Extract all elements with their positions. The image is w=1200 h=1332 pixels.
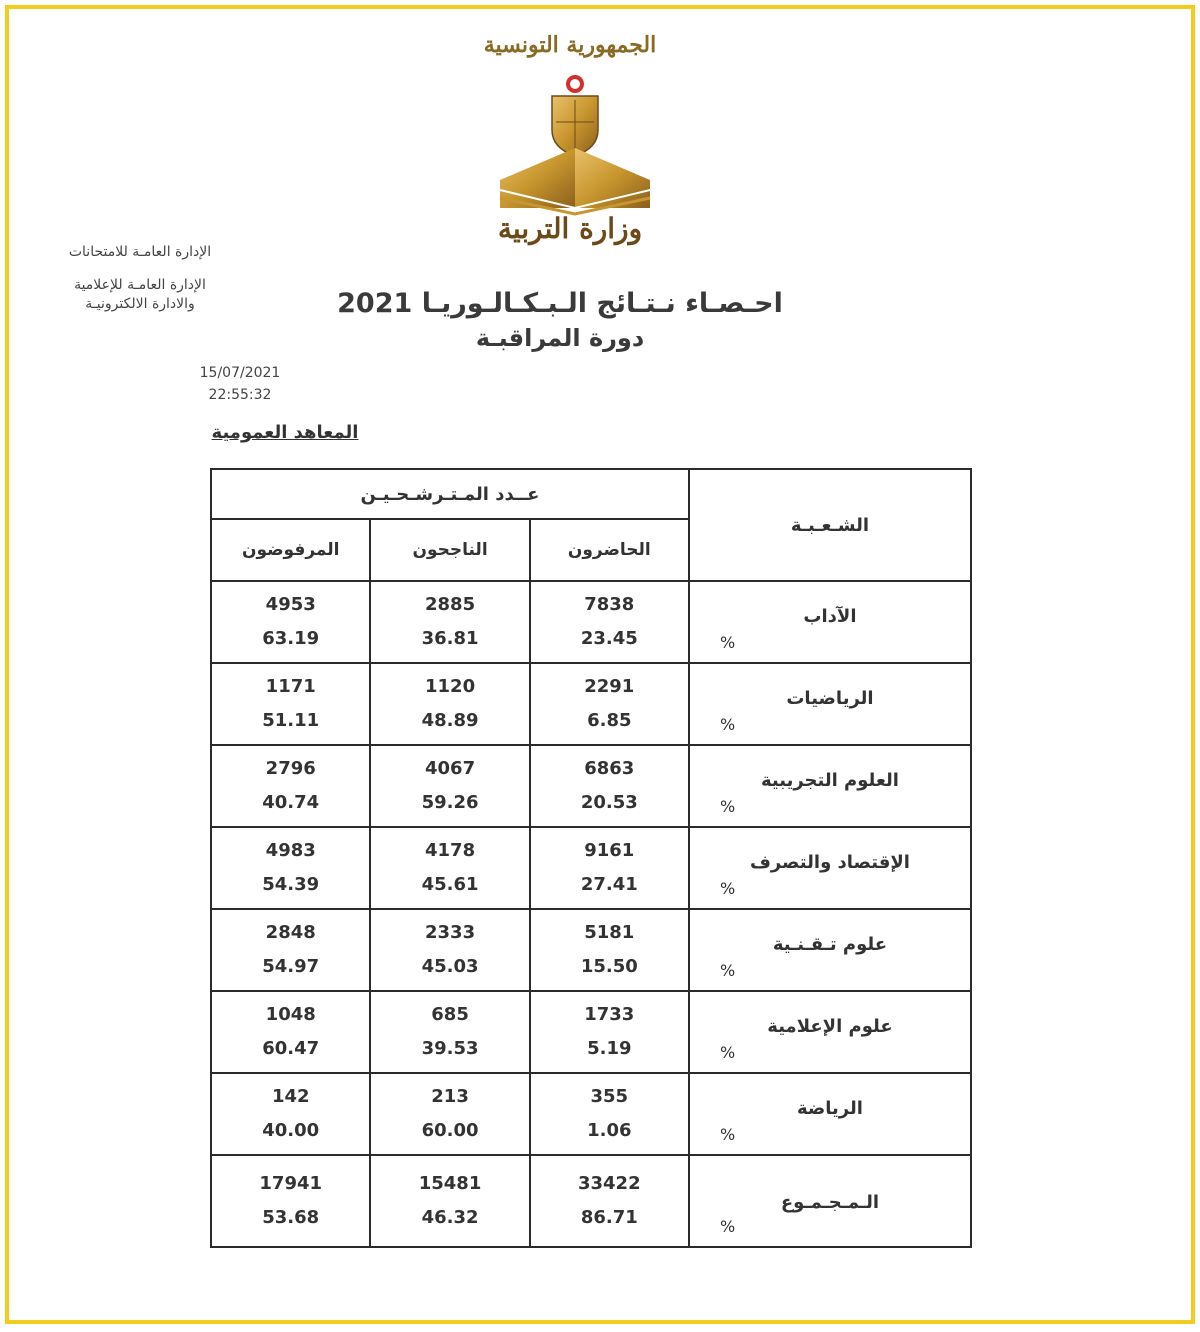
time-text: 22:55:32 (208, 387, 272, 403)
passed-percent: 36.81 (421, 628, 479, 649)
specialty-cell (689, 991, 971, 1073)
total-present-percent: 86.71 (580, 1207, 638, 1228)
total-passed-count: 15481 (418, 1173, 482, 1194)
specialty-cell (689, 663, 971, 745)
table-row (211, 1073, 971, 1155)
percent-symbol: % (719, 1217, 736, 1236)
percent-symbol: % (719, 1043, 736, 1062)
page-subtitle: دورة المراقبـة (475, 324, 645, 352)
total-label: الـمـجـمـوع (780, 1192, 880, 1213)
table-row (211, 581, 971, 663)
present-count: 5181 (584, 922, 635, 943)
specialty-name: الإقتصاد والتصرف (749, 852, 910, 873)
rejected-count: 4983 (265, 840, 316, 861)
present-percent: 5.19 (587, 1038, 632, 1059)
present-count: 2291 (584, 676, 635, 697)
total-rejected-cell (211, 1155, 370, 1247)
present-cell (530, 581, 689, 663)
directorate-exams: الإدارة العامـة للامتحانات (68, 244, 212, 260)
directorate-info (60, 276, 220, 314)
rejected-cell (211, 581, 370, 663)
passed-cell (370, 581, 529, 663)
passed-count: 2885 (425, 594, 476, 615)
header-candidates: عــدد المـتـرشـحـيـن (211, 469, 689, 519)
passed-count: 2333 (425, 922, 476, 943)
percent-symbol: % (719, 879, 736, 898)
directorate-info-line2: والادارة الالكترونيـة (85, 296, 195, 312)
page-title: احـصـاء نـتـائج الـبـكـالـوريـا 2021 (337, 288, 783, 319)
rejected-percent: 40.74 (262, 792, 320, 813)
ministry-heading: وزارة التربية (497, 212, 643, 245)
rejected-count: 142 (271, 1086, 310, 1107)
rejected-count: 2796 (265, 758, 316, 779)
present-cell (530, 827, 689, 909)
passed-percent: 45.61 (421, 874, 479, 895)
present-percent: 20.53 (580, 792, 638, 813)
header-row-top (211, 469, 971, 519)
present-cell (530, 745, 689, 827)
percent-symbol: % (719, 715, 736, 734)
total-present-cell (530, 1155, 689, 1247)
specialty-name: علوم تـقـنـية (772, 934, 888, 955)
table-row (211, 663, 971, 745)
passed-percent: 59.26 (421, 792, 479, 813)
table-row (211, 991, 971, 1073)
percent-symbol: % (719, 1125, 736, 1144)
rejected-percent: 60.47 (262, 1038, 320, 1059)
rejected-count: 1048 (265, 1004, 316, 1025)
specialty-cell (689, 581, 971, 663)
passed-cell (370, 745, 529, 827)
total-passed-cell (370, 1155, 529, 1247)
header-rejected: المرفوضون (211, 519, 370, 581)
total-rejected-count: 17941 (259, 1173, 323, 1194)
rejected-percent: 51.11 (262, 710, 320, 731)
date-text: 15/07/2021 (199, 365, 281, 381)
passed-count: 4178 (425, 840, 476, 861)
results-table (210, 468, 972, 1248)
specialty-cell (689, 909, 971, 991)
present-cell (530, 991, 689, 1073)
passed-cell (370, 909, 529, 991)
specialty-name: الرياضة (796, 1098, 863, 1119)
passed-count: 685 (431, 1004, 469, 1025)
specialty-cell (689, 827, 971, 909)
rejected-cell (211, 909, 370, 991)
rejected-percent: 63.19 (262, 628, 320, 649)
rejected-count: 2848 (265, 922, 316, 943)
passed-cell (370, 991, 529, 1073)
rejected-percent: 54.97 (262, 956, 320, 977)
total-present-count: 33422 (577, 1173, 641, 1194)
passed-percent: 48.89 (421, 710, 479, 731)
rejected-cell (211, 827, 370, 909)
passed-count: 213 (431, 1086, 469, 1107)
rejected-percent: 54.39 (262, 874, 320, 895)
table-row (211, 827, 971, 909)
passed-count: 4067 (425, 758, 476, 779)
rejected-percent: 40.00 (262, 1120, 320, 1141)
passed-percent: 60.00 (421, 1120, 479, 1141)
passed-cell (370, 1073, 529, 1155)
total-rejected-percent: 53.68 (262, 1207, 320, 1228)
percent-symbol: % (719, 633, 736, 652)
present-percent: 23.45 (580, 628, 638, 649)
present-cell (530, 663, 689, 745)
present-count: 1733 (584, 1004, 635, 1025)
rejected-cell (211, 1073, 370, 1155)
passed-percent: 39.53 (421, 1038, 479, 1059)
directorate-info-line1: الإدارة العامـة للإعلامية (74, 277, 206, 293)
specialty-name: العلوم التجريبية (760, 770, 899, 791)
rejected-cell (211, 663, 370, 745)
present-percent: 6.85 (587, 710, 632, 731)
header-present: الحاضرون (530, 519, 689, 581)
rejected-count: 4953 (265, 594, 316, 615)
percent-symbol: % (719, 961, 736, 980)
total-passed-percent: 46.32 (421, 1207, 479, 1228)
present-cell (530, 1073, 689, 1155)
specialty-name: الآداب (803, 606, 857, 627)
rejected-cell (211, 745, 370, 827)
present-count: 7838 (584, 594, 635, 615)
present-count: 355 (590, 1086, 629, 1107)
timestamp (190, 362, 290, 406)
specialty-cell (689, 1073, 971, 1155)
table-row (211, 745, 971, 827)
specialty-name: علوم الإعلامية (767, 1016, 893, 1037)
present-percent: 15.50 (580, 956, 638, 977)
passed-cell (370, 663, 529, 745)
present-count: 9161 (584, 840, 635, 861)
rejected-count: 1171 (265, 676, 316, 697)
passed-cell (370, 827, 529, 909)
rejected-cell (211, 991, 370, 1073)
specialty-cell (689, 745, 971, 827)
header-passed: الناجحون (370, 519, 529, 581)
section-heading: المعاهد العمومية (211, 422, 359, 443)
present-percent: 27.41 (580, 874, 638, 895)
table-row (211, 909, 971, 991)
total-label-cell (689, 1155, 971, 1247)
header-specialty: الشـعـبـة (689, 469, 971, 581)
passed-percent: 45.03 (421, 956, 479, 977)
percent-symbol: % (719, 797, 736, 816)
present-cell (530, 909, 689, 991)
present-percent: 1.06 (587, 1120, 632, 1141)
present-count: 6863 (584, 758, 635, 779)
specialty-name: الرياضيات (786, 688, 874, 709)
republic-heading: الجمهورية التونسية (483, 32, 657, 58)
passed-count: 1120 (425, 676, 476, 697)
total-row (211, 1155, 971, 1247)
